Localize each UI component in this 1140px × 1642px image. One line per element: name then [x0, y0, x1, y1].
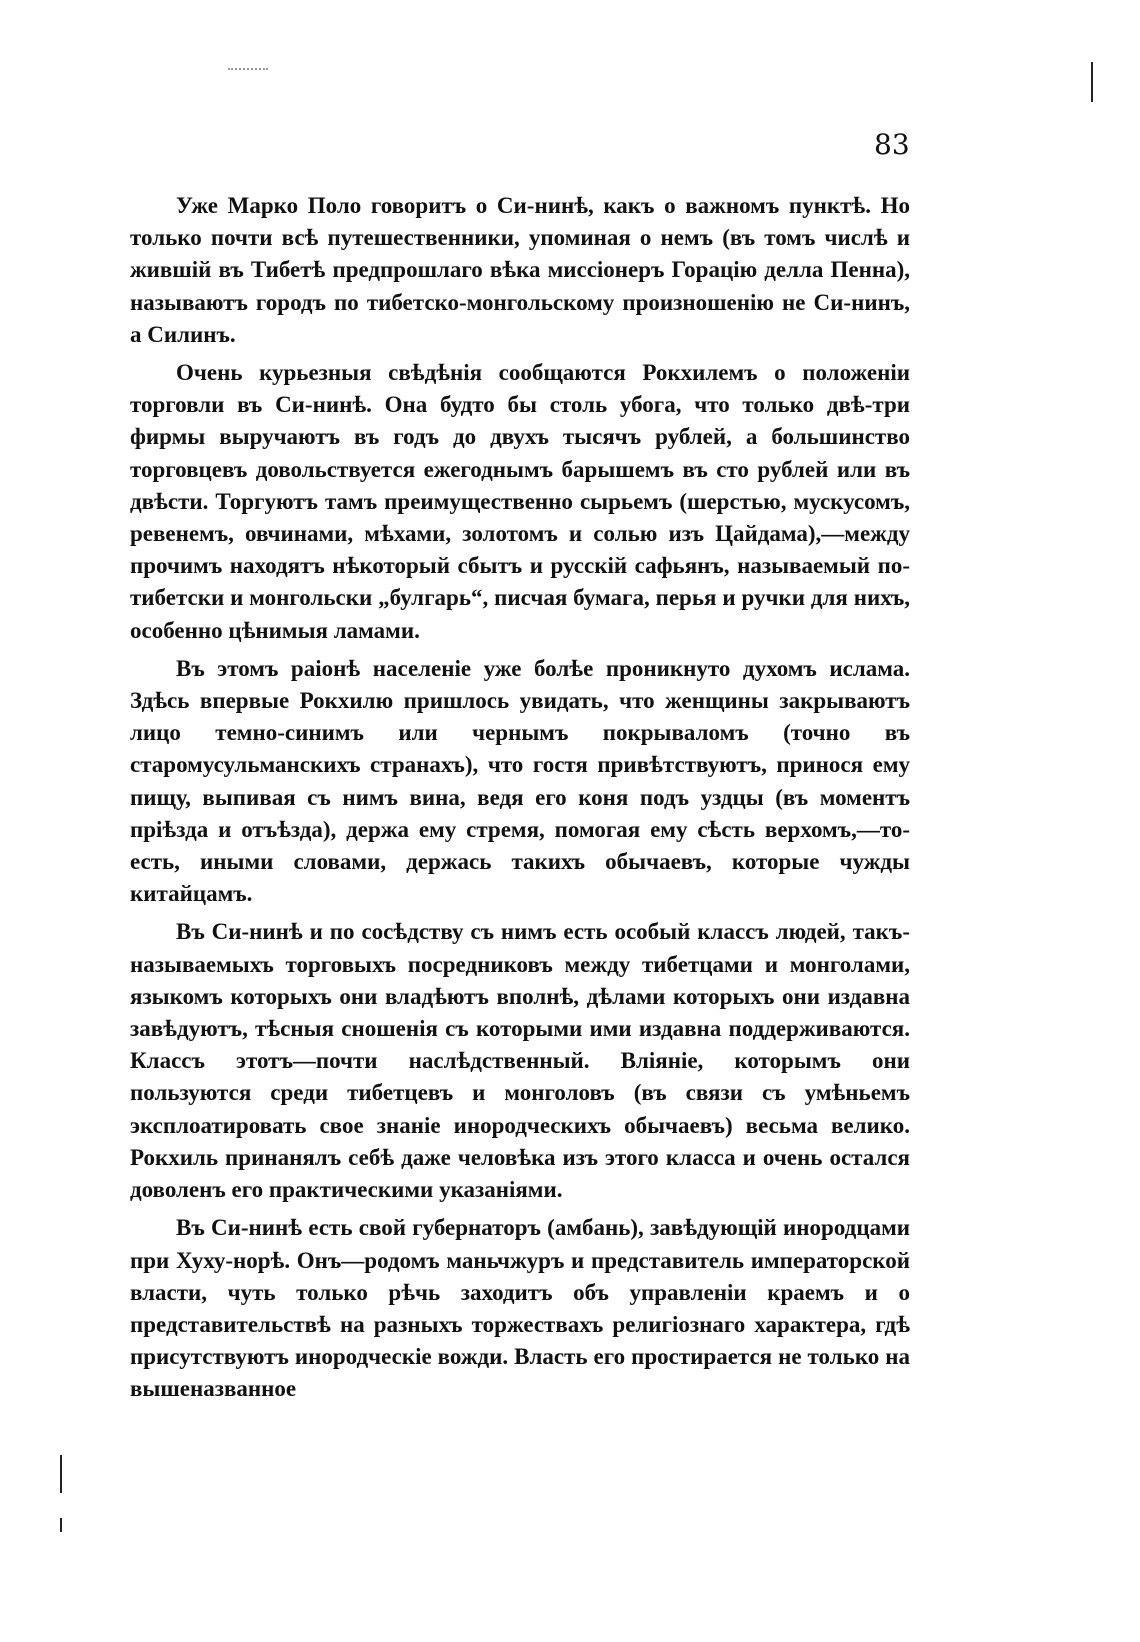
- scan-dust: [228, 68, 268, 72]
- scan-edge-mark-top-right: [1091, 62, 1093, 102]
- paragraph: Уже Марко Поло говоритъ о Си-нинѣ, какъ о важномъ пунктѣ. Но только почти всѣ путешественники, упоминая о немъ (въ томъ числѣ и жившій въ Тибетѣ предпрошлаго вѣка миссіонеръ Горацію делла Пенна), называютъ городъ по тибетско-монгольскому произношенію не Си-нинъ, а Силинъ.: [130, 193, 910, 347]
- paragraph: Очень курьезныя свѣдѣнія сообщаются Рокхилемъ о положеніи торговли въ Си-нинѣ. Она будто бы столь убога, что только двѣ-три фирмы выручаютъ въ годъ до двухъ тысячъ рублей, а большинство торговцевъ довольствуется ежегоднымъ барышемъ въ сто рублей или въ двѣсти. Торгуютъ тамъ преимущественно сырьемъ (шерстью, мускусомъ, ревенемъ, овчинами, мѣхами, золотомъ и солью изъ Цайдама),—между прочимъ находятъ нѣкоторый сбытъ и русскій сафьянъ, называемый по-тибетски и монгольски „булгарь“, писчая бумага, перья и ручки для нихъ, особенно цѣнимыя ламами.: [130, 360, 910, 643]
- paragraph: Въ Си-нинѣ есть свой губернаторъ (амбань), завѣдующій инородцами при Хуху-норѣ. Онъ—родомъ маньчжуръ и представитель императорской власти, чуть только рѣчь заходитъ объ управленіи краемъ и о представительствѣ на разныхъ торжествахъ религіознаго характера, гдѣ присутствуютъ инородческіе вожди. Власть его простирается не только на вышеназванное: [130, 1215, 910, 1402]
- paragraph: Въ Си-нинѣ и по сосѣдству съ нимъ есть особый классъ людей, такъ-называемыхъ торговыхъ посредниковъ между тибетцами и монголами, языкомъ которыхъ они владѣютъ вполнѣ, дѣлами которыхъ они издавна завѣдуютъ, тѣсныя сношенія съ которыми ими издавна поддерживаются. Классъ этотъ—почти наслѣдственный. Вліяніе, которымъ они пользуются среди тибетцевъ и монголовъ (въ связи съ умѣньемъ эксплоатировать свое знаніе инородческихъ обычаевъ) весьма велико. Рокхиль принанялъ себѣ даже человѣка изъ этого класса и очень остался доволенъ его практическими указаніями.: [130, 919, 910, 1203]
- scan-edge-mark-left-upper: [60, 1455, 62, 1493]
- body-text: [130, 190, 910, 1412]
- page-number: 83: [874, 128, 910, 161]
- scan-edge-mark-left-lower: [60, 1518, 62, 1532]
- paragraph: Въ этомъ раіонѣ населеніе уже болѣе проникнуто духомъ ислама. Здѣсь впервые Рокхилю пришлось увидать, что женщины закрываютъ лицо темно-синимъ или чернымъ покрываломъ (точно въ старомусульманскихъ странахъ), что гостя привѣтствуютъ, принося ему пищу, выпивая съ нимъ вина, ведя его коня подъ уздцы (въ моментъ пріѣзда и отъѣзда), держа ему стремя, помогая ему сѣсть верхомъ,—то-есть, иными словами, держась такихъ обычаевъ, которые чужды китайцамъ.: [130, 655, 910, 907]
